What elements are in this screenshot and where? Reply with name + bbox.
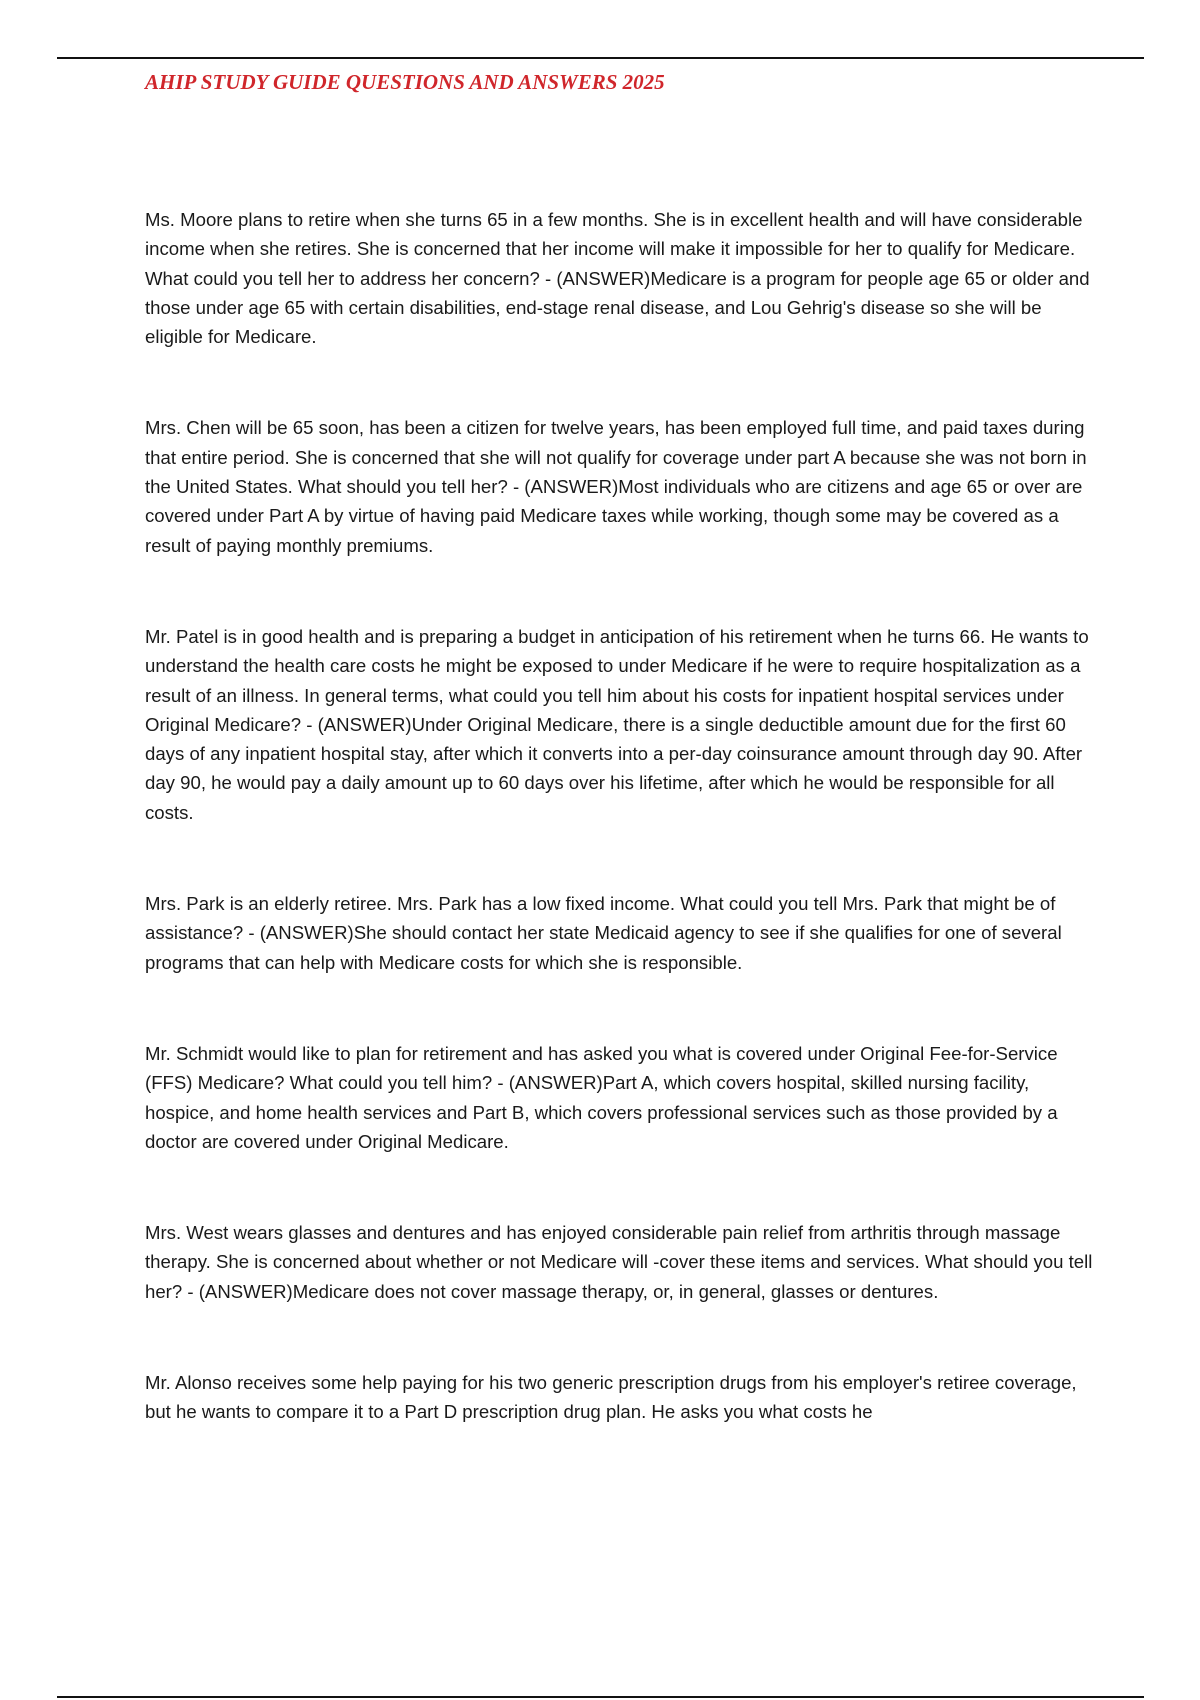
qa-item-patel: Mr. Patel is in good health and is preparing a budget in anticipation of his retirement when he turns 66. He wants to understand the health care costs he might be exposed to under Medicare if he were to require hospitalization as a result of an illness. In general terms, what could you tell him about his costs for inpatient hospital services under Original Medicare? - (ANSWER)Under Original Medicare, there is a single deductible amount due for the first 60 days of any inpatient hospital stay, after which it converts into a per-day coinsurance amount through day 90. After day 90, he would pay a daily amount up to 60 days over his lifetime, after which he would be responsible for all costs. (145, 625, 1089, 823)
qa-item-moore: Ms. Moore plans to retire when she turns 65 in a few months. She is in excellent health and will have considerable income when she retires. She is concerned that her income will make it impossible for her to qualify for Medicare. What could you tell her to address her concern? - (ANSWER)Medicare is a program for people age 65 or older and those under age 65 with certain disabilities, end-stage renal disease, and Lou Gehrig's disease so she will be eligible for Medicare. (145, 209, 1090, 348)
qa-item-alonso: Mr. Alonso receives some help paying for his two generic prescription drugs from his employer's retiree coverage, but he wants to compare it to a Part D prescription drug plan. He asks you what costs he (145, 1372, 1077, 1423)
qa-list (145, 205, 1095, 1489)
qa-item-chen: Mrs. Chen will be 65 soon, has been a citizen for twelve years, has been employed full time, and paid taxes during that entire period. She is concerned that she will not qualify for coverage under part A because she was not born in the United States. What should you tell her? - (ANSWER)Most individuals who are citizens and age 65 or over are covered under Part A by virtue of having paid Medicare taxes while working, though some may be covered as a result of paying monthly premiums. (145, 417, 1087, 556)
document-title: AHIP STUDY GUIDE QUESTIONS AND ANSWERS 2025 (145, 70, 665, 94)
bottom-rule (57, 1696, 1144, 1698)
qa-item-park: Mrs. Park is an elderly retiree. Mrs. Park has a low fixed income. What could you tell Mrs. Park that might be of assistance? - (ANSWER)She should contact her state Medicaid agency to see if she qualifies for one of several programs that can help with Medicare costs for which she is responsible. (145, 893, 1062, 973)
top-rule (57, 57, 1144, 59)
qa-item-west: Mrs. West wears glasses and dentures and has enjoyed considerable pain relief from arthritis through massage therapy. She is concerned about whether or not Medicare will -cover these items and services. What should you tell her? - (ANSWER)Medicare does not cover massage therapy, or, in general, glasses or dentures. (145, 1222, 1093, 1302)
qa-item-schmidt: Mr. Schmidt would like to plan for retirement and has asked you what is covered under Original Fee-for-Service (FFS) Medicare? What could you tell him? - (ANSWER)Part A, which covers hospital, skilled nursing facility, hospice, and home health services and Part B, which covers professional services such as those provided by a doctor are covered under Original Medicare. (145, 1042, 1058, 1152)
